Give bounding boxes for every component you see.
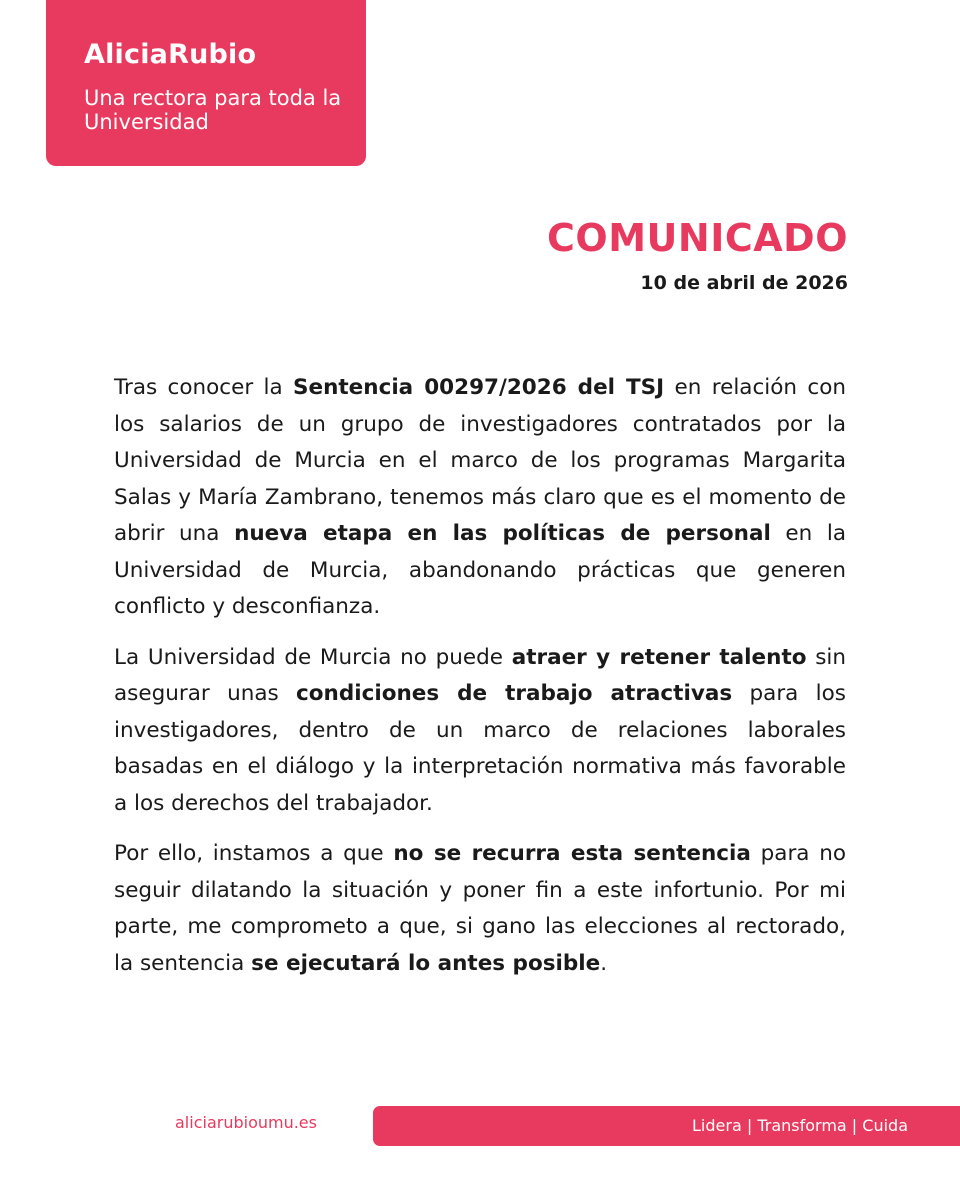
bold-segment: se ejecutará lo antes posible: [251, 950, 601, 976]
text-segment: sin asegurar unas: [114, 644, 847, 706]
brand-logo-box: [46, 0, 366, 166]
text-segment: Por ello, instamos a que: [114, 841, 394, 866]
brand-tagline: Una rectora para toda la Universidad: [84, 86, 342, 134]
text-segment: en relación con los salarios de un grupo de investigadores contratados por la Universidad de Murcia en el marco de los programas Margarita Salas y María Zambrano, tenemos más claro que es el momento de abrir una: [114, 375, 846, 546]
bold-segment: Sentencia 00297/2026 del TSJ: [293, 375, 665, 400]
paragraph-2: [114, 640, 846, 823]
publication-date: 10 de abril de 2026: [640, 272, 848, 294]
text-segment: La Universidad de Murcia no puede: [114, 644, 512, 670]
text-segment: .: [600, 950, 608, 976]
paragraph-1: [114, 370, 846, 626]
bold-segment: nueva etapa en las políticas de personal: [234, 521, 771, 546]
website-link[interactable]: aliciarubioumu.es: [175, 1113, 317, 1132]
bold-segment: atraer y retener talento: [511, 644, 807, 670]
bold-segment: condiciones de trabajo atractivas: [296, 681, 733, 706]
footer-bar: [373, 1106, 960, 1146]
page-title: COMUNICADO: [547, 216, 848, 260]
text-segment: Tras conocer la: [114, 375, 294, 400]
header-block: [547, 214, 848, 295]
text-segment: para los investigadores, dentro de un marco de relaciones laborales basadas en el diálogo y la interpretación normativa más favorable a los derechos del trabajador.: [114, 681, 846, 816]
bold-segment: no se recurra esta sentencia: [393, 841, 751, 866]
text-segment: para no seguir dilatando la situación y poner fin a este infortunio. Por mi parte, me comprometo a que, si gano las elecciones al rectorado, la sentencia: [114, 841, 846, 976]
brand-name: AliciaRubio: [84, 39, 257, 70]
footer-slogan: Lidera | Transforma | Cuida: [692, 1116, 908, 1135]
paragraph-3: [114, 836, 846, 982]
statement-body: [114, 370, 846, 996]
text-segment: en la Universidad de Murcia, abandonando prácticas que generen conflicto y desconfianza.: [114, 521, 847, 619]
